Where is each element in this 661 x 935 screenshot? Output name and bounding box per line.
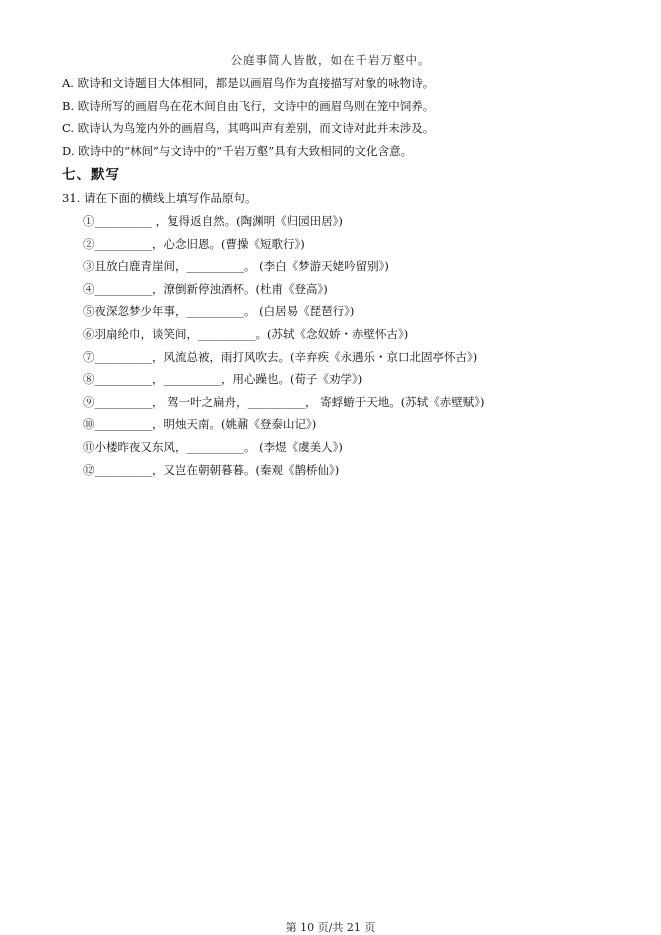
fill-in-item-10 xyxy=(83,413,603,436)
fill-in-text: ⑫__________，又岂在朝朝暮暮。(秦观《鹊桥仙》) xyxy=(83,462,340,477)
fill-in-text: ③且放白鹿青崖间，__________。 (李白《梦游天姥吟留别》) xyxy=(83,259,389,274)
fill-in-item-4 xyxy=(83,278,603,301)
option-c: C. 欧诗认为鸟笼内外的画眉鸟，其鸣叫声有差别，而文诗对此并未涉及。 xyxy=(62,121,435,135)
fill-in-item-6 xyxy=(83,323,603,346)
poem-line: 公庭事简人皆散，如在千岩万壑中。 xyxy=(230,53,431,67)
fill-in-text: ⑧__________，__________，用心躁也。(荀子《劝学》) xyxy=(83,372,363,387)
option-d: D. 欧诗中的“林间”与文诗中的“千岩万壑”具有大致相同的文化含意。 xyxy=(62,143,413,158)
fill-in-text: ④__________，潦倒新停浊酒杯。(杜甫《登高》) xyxy=(83,281,328,296)
section-heading: 七、默写 xyxy=(62,167,120,183)
fill-in-item-9 xyxy=(83,391,603,414)
fill-in-item-3 xyxy=(83,255,603,278)
fill-in-item-5 xyxy=(83,300,603,323)
fill-in-text: ②__________，心念旧恩。(曹操《短歌行》) xyxy=(83,236,305,251)
fill-in-text: ①__________ ，复得返自然。(陶渊明《归园田居》) xyxy=(83,214,343,228)
fill-in-text: ⑤夜深忽梦少年事，__________。 (白居易《琵琶行》) xyxy=(83,304,355,319)
fill-in-list xyxy=(83,210,603,481)
option-a: A. 欧诗和文诗题目大体相同，都是以画眉鸟作为直接描写对象的咏物诗。 xyxy=(62,76,435,90)
fill-in-text: ⑩__________，明烛天南。(姚鼐《登泰山记》) xyxy=(83,417,317,432)
option-b: B. 欧诗所写的画眉鸟在花木间自由飞行，文诗中的画眉鸟则在笼中饲养。 xyxy=(62,98,435,113)
fill-in-item-12 xyxy=(83,459,603,482)
fill-in-text: ⑨__________， 驾一叶之扁舟，__________， 寄蜉蝣于天地。(苏轼《赤壁赋》) xyxy=(83,394,485,409)
fill-in-item-1 xyxy=(83,210,603,233)
fill-in-item-7 xyxy=(83,346,603,369)
fill-in-text: ⑪小楼昨夜又东风，__________。 (李煜《虞美人》) xyxy=(83,439,343,454)
fill-in-item-8 xyxy=(83,368,603,391)
question-prompt: 31. 请在下面的横线上填写作品原句。 xyxy=(62,191,257,205)
fill-in-item-2 xyxy=(83,233,603,256)
fill-in-text: ⑥羽扇纶巾，谈笑间，__________。(苏轼《念奴娇・赤壁怀古》) xyxy=(83,326,409,341)
fill-in-text: ⑦__________，风流总被，雨打风吹去。(辛弃疾《永遇乐・京口北固亭怀古》) xyxy=(83,349,478,364)
page-footer: 第 10 页/共 21 页 xyxy=(285,921,376,934)
answer-options xyxy=(62,72,622,162)
fill-in-item-11 xyxy=(83,436,603,459)
